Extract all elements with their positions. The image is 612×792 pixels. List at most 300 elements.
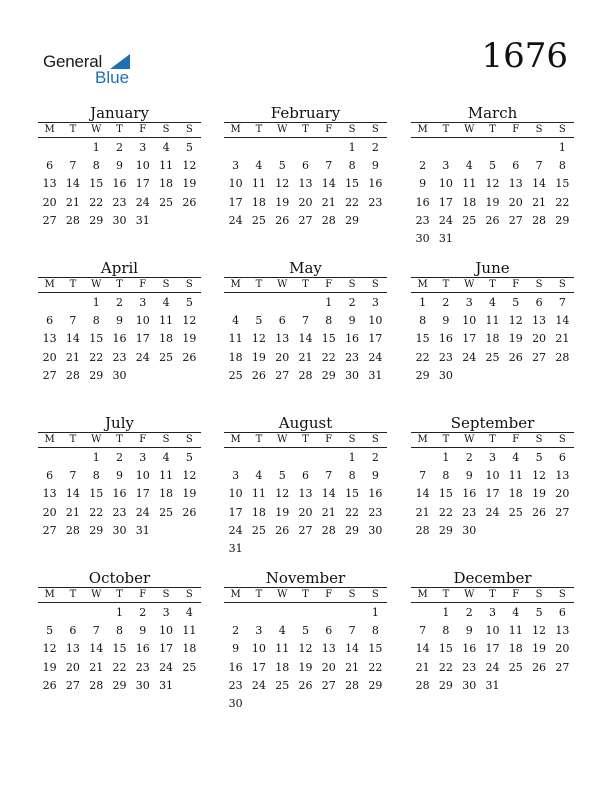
day-cell: 14 bbox=[65, 487, 80, 501]
weekday-label: S bbox=[371, 434, 379, 445]
weekday-header bbox=[411, 588, 574, 602]
day-cell: 20 bbox=[65, 660, 80, 674]
day-cell: 19 bbox=[298, 660, 313, 674]
week-row bbox=[224, 330, 387, 348]
day-cell bbox=[131, 367, 154, 385]
day-cell: 9 bbox=[371, 159, 379, 173]
week-row bbox=[224, 449, 387, 467]
day-cell: 24 bbox=[368, 350, 383, 364]
day-cell: 28 bbox=[532, 213, 547, 227]
day-cell: 15 bbox=[555, 177, 570, 191]
day-cell: 2 bbox=[139, 606, 147, 619]
day-cell: 10 bbox=[135, 159, 150, 173]
week-row bbox=[224, 175, 387, 193]
day-cell: 17 bbox=[462, 332, 477, 346]
day-cell: 20 bbox=[275, 350, 290, 364]
day-cell: 17 bbox=[251, 660, 266, 674]
day-cell: 1 bbox=[348, 141, 356, 154]
day-cell: 15 bbox=[438, 487, 453, 501]
weekday-label: W bbox=[91, 434, 102, 445]
day-cell: 27 bbox=[42, 213, 57, 227]
day-cell: 15 bbox=[345, 177, 360, 191]
weekday-label: T bbox=[302, 124, 309, 135]
day-cell bbox=[294, 139, 317, 157]
week-row bbox=[224, 349, 387, 367]
day-cell: 7 bbox=[348, 624, 356, 638]
day-cell: 25 bbox=[159, 505, 174, 519]
day-cell: 30 bbox=[345, 368, 360, 382]
day-cell: 24 bbox=[485, 505, 500, 519]
day-cell: 8 bbox=[558, 159, 566, 173]
day-cell: 22 bbox=[89, 505, 104, 519]
day-cell: 21 bbox=[321, 195, 336, 209]
day-cell: 11 bbox=[508, 624, 523, 638]
day-cell bbox=[178, 522, 201, 540]
week-row bbox=[38, 294, 201, 312]
day-cell: 17 bbox=[438, 195, 453, 209]
day-cell: 12 bbox=[182, 469, 197, 483]
day-cell: 5 bbox=[301, 624, 309, 638]
week-row bbox=[224, 604, 387, 622]
logo-word-general: General bbox=[43, 52, 103, 71]
day-cell: 2 bbox=[348, 296, 356, 309]
day-cell: 16 bbox=[112, 487, 127, 501]
day-cell: 27 bbox=[298, 523, 313, 537]
day-cell: 25 bbox=[228, 368, 243, 382]
day-cell: 19 bbox=[251, 350, 266, 364]
weekday-label: M bbox=[230, 589, 241, 600]
day-cell: 21 bbox=[298, 350, 313, 364]
weekday-label: W bbox=[464, 434, 475, 445]
day-cell: 19 bbox=[42, 660, 57, 674]
month-june bbox=[411, 260, 574, 385]
day-cell: 3 bbox=[465, 296, 473, 309]
day-cell: 11 bbox=[159, 469, 174, 483]
day-cell: 15 bbox=[112, 642, 127, 656]
day-cell: 8 bbox=[92, 469, 100, 483]
day-cell: 27 bbox=[42, 368, 57, 382]
weekday-header bbox=[224, 278, 387, 292]
month-name: May bbox=[289, 259, 322, 277]
day-cell: 23 bbox=[345, 350, 360, 364]
day-cell: 8 bbox=[115, 624, 123, 638]
day-cell: 9 bbox=[139, 624, 147, 638]
day-cell: 7 bbox=[535, 159, 543, 173]
day-cell: 20 bbox=[42, 195, 57, 209]
divider bbox=[411, 602, 574, 603]
day-cell: 12 bbox=[182, 159, 197, 173]
day-cell: 5 bbox=[278, 159, 286, 173]
day-cell: 22 bbox=[555, 195, 570, 209]
day-cell: 23 bbox=[438, 350, 453, 364]
day-cell: 2 bbox=[419, 159, 427, 173]
day-cell: 5 bbox=[185, 141, 193, 154]
day-cell: 6 bbox=[46, 159, 54, 173]
weekday-label: M bbox=[44, 434, 55, 445]
day-cell: 16 bbox=[368, 487, 383, 501]
day-cell: 24 bbox=[135, 505, 150, 519]
day-cell bbox=[527, 139, 550, 157]
weekday-label: S bbox=[558, 124, 566, 135]
week-row bbox=[411, 522, 574, 540]
day-cell: 23 bbox=[112, 505, 127, 519]
divider bbox=[38, 602, 201, 603]
day-cell bbox=[224, 294, 247, 312]
day-cell bbox=[294, 540, 317, 558]
day-cell: 19 bbox=[182, 177, 197, 191]
day-cell: 25 bbox=[485, 350, 500, 364]
weekday-label: T bbox=[255, 124, 263, 135]
day-cell: 1 bbox=[92, 141, 100, 154]
weekday-header bbox=[411, 433, 574, 447]
day-cell: 25 bbox=[508, 505, 523, 519]
weekday-label: T bbox=[69, 434, 77, 445]
weekday-label: W bbox=[91, 124, 102, 135]
day-cell: 2 bbox=[371, 451, 379, 464]
month-name: November bbox=[265, 569, 346, 587]
day-cell: 30 bbox=[228, 696, 243, 710]
day-cell: 28 bbox=[415, 523, 430, 537]
month-july bbox=[38, 415, 201, 540]
day-cell: 22 bbox=[112, 660, 127, 674]
day-cell: 4 bbox=[162, 141, 170, 154]
day-cell: 18 bbox=[159, 332, 174, 346]
day-cell bbox=[481, 230, 504, 248]
weekday-label: T bbox=[489, 124, 496, 135]
day-cell: 29 bbox=[438, 523, 453, 537]
day-cell bbox=[317, 449, 340, 467]
day-cell: 17 bbox=[485, 642, 500, 656]
day-cell: 3 bbox=[232, 159, 240, 173]
day-cell bbox=[38, 604, 61, 622]
day-cell: 28 bbox=[65, 213, 80, 227]
weekday-header bbox=[38, 433, 201, 447]
day-cell: 1 bbox=[92, 451, 100, 464]
day-cell: 1 bbox=[419, 296, 427, 309]
day-cell: 4 bbox=[488, 296, 496, 309]
weekday-label: S bbox=[371, 589, 379, 600]
day-cell bbox=[481, 367, 504, 385]
weekday-label: F bbox=[325, 279, 333, 290]
day-cell: 21 bbox=[415, 660, 430, 674]
day-cell bbox=[434, 139, 457, 157]
day-cell: 25 bbox=[182, 660, 197, 674]
day-cell: 4 bbox=[278, 624, 286, 638]
day-cell: 13 bbox=[555, 469, 570, 483]
day-cell bbox=[247, 695, 270, 713]
weekday-label: S bbox=[535, 124, 543, 135]
day-cell: 9 bbox=[465, 624, 473, 638]
weekday-label: M bbox=[44, 589, 55, 600]
month-name: January bbox=[90, 104, 149, 122]
day-cell: 5 bbox=[488, 159, 496, 173]
week-row bbox=[224, 294, 387, 312]
day-cell bbox=[527, 367, 550, 385]
day-cell: 6 bbox=[535, 296, 543, 309]
day-cell bbox=[85, 604, 108, 622]
day-cell: 24 bbox=[159, 660, 174, 674]
week-row bbox=[38, 640, 201, 658]
day-cell: 19 bbox=[532, 487, 547, 501]
weekday-header bbox=[224, 123, 387, 137]
weekday-header bbox=[38, 123, 201, 137]
day-cell: 12 bbox=[532, 624, 547, 638]
weekday-label: T bbox=[69, 589, 77, 600]
day-cell: 30 bbox=[438, 368, 453, 382]
weekday-label: S bbox=[371, 279, 379, 290]
day-cell bbox=[364, 212, 387, 230]
day-cell: 24 bbox=[135, 195, 150, 209]
day-cell bbox=[294, 294, 317, 312]
weekday-label: W bbox=[464, 589, 475, 600]
day-cell: 3 bbox=[488, 451, 496, 464]
day-cell: 24 bbox=[485, 660, 500, 674]
day-cell: 16 bbox=[345, 332, 360, 346]
day-cell: 2 bbox=[115, 296, 123, 309]
day-cell: 23 bbox=[112, 350, 127, 364]
day-cell: 23 bbox=[368, 505, 383, 519]
day-cell: 4 bbox=[162, 296, 170, 309]
day-cell: 2 bbox=[465, 606, 473, 619]
day-cell bbox=[178, 212, 201, 230]
day-cell: 15 bbox=[368, 642, 383, 656]
day-cell: 21 bbox=[345, 660, 360, 674]
day-cell: 7 bbox=[69, 469, 77, 483]
day-cell: 17 bbox=[159, 642, 174, 656]
day-cell: 27 bbox=[298, 213, 313, 227]
day-cell bbox=[247, 540, 270, 558]
day-cell: 26 bbox=[532, 505, 547, 519]
day-cell: 13 bbox=[508, 177, 523, 191]
day-cell: 24 bbox=[438, 213, 453, 227]
day-cell: 1 bbox=[371, 606, 379, 619]
day-cell: 20 bbox=[555, 642, 570, 656]
day-cell bbox=[271, 294, 294, 312]
week-row bbox=[411, 504, 574, 522]
day-cell: 15 bbox=[89, 487, 104, 501]
week-row bbox=[411, 467, 574, 485]
divider bbox=[38, 292, 201, 293]
day-cell: 18 bbox=[159, 487, 174, 501]
day-cell: 30 bbox=[462, 678, 477, 692]
day-cell bbox=[317, 139, 340, 157]
day-cell: 1 bbox=[92, 296, 100, 309]
day-cell: 15 bbox=[415, 332, 430, 346]
day-cell: 4 bbox=[255, 469, 263, 483]
day-cell: 22 bbox=[89, 195, 104, 209]
day-cell: 28 bbox=[65, 368, 80, 382]
week-row bbox=[411, 330, 574, 348]
weekday-header bbox=[411, 278, 574, 292]
day-cell: 22 bbox=[321, 350, 336, 364]
day-cell: 31 bbox=[485, 678, 500, 692]
day-cell: 1 bbox=[442, 606, 450, 619]
day-cell bbox=[154, 212, 177, 230]
day-cell bbox=[504, 367, 527, 385]
week-row bbox=[38, 622, 201, 640]
day-cell bbox=[154, 367, 177, 385]
weekday-label: T bbox=[116, 434, 123, 445]
day-cell: 29 bbox=[89, 213, 104, 227]
weekday-header bbox=[38, 588, 201, 602]
day-cell: 8 bbox=[325, 314, 333, 328]
day-cell bbox=[271, 139, 294, 157]
day-cell: 16 bbox=[135, 642, 150, 656]
day-cell: 9 bbox=[115, 469, 123, 483]
day-cell: 6 bbox=[278, 314, 286, 328]
day-cell bbox=[340, 695, 363, 713]
day-cell: 28 bbox=[415, 678, 430, 692]
day-cell: 20 bbox=[321, 660, 336, 674]
day-cell bbox=[294, 695, 317, 713]
weekday-label: M bbox=[230, 124, 241, 135]
day-cell: 16 bbox=[462, 642, 477, 656]
day-cell: 18 bbox=[251, 505, 266, 519]
day-cell: 22 bbox=[438, 660, 453, 674]
day-cell: 8 bbox=[92, 314, 100, 328]
week-row bbox=[411, 640, 574, 658]
day-cell: 27 bbox=[65, 678, 80, 692]
week-row bbox=[224, 540, 387, 558]
day-cell: 10 bbox=[135, 469, 150, 483]
day-cell: 7 bbox=[301, 314, 309, 328]
week-row bbox=[224, 677, 387, 695]
day-cell bbox=[224, 139, 247, 157]
day-cell: 1 bbox=[558, 141, 566, 154]
weekday-label: T bbox=[302, 279, 309, 290]
weekday-header bbox=[224, 588, 387, 602]
day-cell: 29 bbox=[345, 213, 360, 227]
day-cell: 3 bbox=[139, 451, 147, 464]
day-cell bbox=[224, 604, 247, 622]
day-cell: 6 bbox=[69, 624, 77, 638]
day-cell: 18 bbox=[462, 195, 477, 209]
day-cell bbox=[551, 677, 574, 695]
day-cell: 11 bbox=[159, 314, 174, 328]
weekday-label: T bbox=[302, 589, 309, 600]
week-row bbox=[38, 522, 201, 540]
day-cell: 14 bbox=[298, 332, 313, 346]
day-cell: 19 bbox=[485, 195, 500, 209]
day-cell: 11 bbox=[485, 314, 500, 328]
week-row bbox=[411, 659, 574, 677]
weekday-label: S bbox=[185, 124, 193, 135]
day-cell bbox=[364, 540, 387, 558]
day-cell: 12 bbox=[251, 332, 266, 346]
day-cell: 21 bbox=[89, 660, 104, 674]
day-cell bbox=[340, 540, 363, 558]
day-cell: 29 bbox=[368, 678, 383, 692]
day-cell: 16 bbox=[228, 660, 243, 674]
day-cell: 19 bbox=[275, 505, 290, 519]
day-cell: 29 bbox=[89, 368, 104, 382]
weekday-label: S bbox=[162, 589, 170, 600]
day-cell: 28 bbox=[555, 350, 570, 364]
day-cell: 12 bbox=[532, 469, 547, 483]
day-cell: 2 bbox=[232, 624, 240, 638]
day-cell: 13 bbox=[42, 177, 57, 191]
day-cell: 12 bbox=[275, 177, 290, 191]
week-row bbox=[411, 312, 574, 330]
day-cell: 4 bbox=[162, 451, 170, 464]
month-name: April bbox=[100, 259, 139, 277]
week-row bbox=[411, 485, 574, 503]
divider bbox=[411, 292, 574, 293]
day-cell: 30 bbox=[415, 231, 430, 245]
week-row bbox=[38, 449, 201, 467]
day-cell bbox=[154, 522, 177, 540]
day-cell: 10 bbox=[462, 314, 477, 328]
day-cell: 29 bbox=[555, 213, 570, 227]
day-cell: 18 bbox=[228, 350, 243, 364]
day-cell: 21 bbox=[65, 505, 80, 519]
day-cell: 23 bbox=[462, 505, 477, 519]
week-row bbox=[38, 677, 201, 695]
week-row bbox=[38, 312, 201, 330]
day-cell: 15 bbox=[89, 177, 104, 191]
divider bbox=[38, 137, 201, 138]
day-cell: 6 bbox=[301, 159, 309, 173]
day-cell: 10 bbox=[159, 624, 174, 638]
weekday-label: S bbox=[185, 434, 193, 445]
week-row bbox=[38, 157, 201, 175]
day-cell: 11 bbox=[462, 177, 477, 191]
day-cell: 24 bbox=[135, 350, 150, 364]
day-cell: 30 bbox=[368, 523, 383, 537]
day-cell: 23 bbox=[462, 660, 477, 674]
day-cell: 23 bbox=[112, 195, 127, 209]
day-cell: 18 bbox=[508, 642, 523, 656]
week-row bbox=[224, 622, 387, 640]
weekday-label: S bbox=[162, 434, 170, 445]
day-cell: 29 bbox=[89, 523, 104, 537]
logo-triangle-icon bbox=[110, 54, 130, 69]
weekday-label: T bbox=[442, 589, 450, 600]
month-may bbox=[224, 260, 387, 385]
month-name: December bbox=[453, 569, 532, 587]
day-cell: 7 bbox=[558, 296, 566, 309]
weekday-label: T bbox=[442, 124, 450, 135]
weekday-label: S bbox=[162, 279, 170, 290]
day-cell: 20 bbox=[508, 195, 523, 209]
weekday-label: T bbox=[255, 279, 263, 290]
month-name: July bbox=[105, 414, 134, 432]
day-cell: 26 bbox=[298, 678, 313, 692]
day-cell bbox=[340, 604, 363, 622]
weekday-label: S bbox=[348, 589, 356, 600]
weekday-label: F bbox=[139, 279, 147, 290]
day-cell: 14 bbox=[89, 642, 104, 656]
day-cell: 20 bbox=[42, 350, 57, 364]
weekday-label: M bbox=[44, 279, 55, 290]
weekday-label: W bbox=[277, 589, 288, 600]
month-march bbox=[411, 105, 574, 248]
day-cell bbox=[504, 677, 527, 695]
weekday-label: W bbox=[91, 279, 102, 290]
month-august bbox=[224, 415, 387, 558]
day-cell: 25 bbox=[251, 213, 266, 227]
day-cell: 9 bbox=[419, 177, 427, 191]
divider bbox=[224, 137, 387, 138]
day-cell: 11 bbox=[251, 177, 266, 191]
week-row bbox=[411, 622, 574, 640]
weekday-label: M bbox=[417, 589, 428, 600]
day-cell bbox=[458, 139, 481, 157]
weekday-label: T bbox=[489, 589, 496, 600]
weekday-label: S bbox=[371, 124, 379, 135]
day-cell: 14 bbox=[345, 642, 360, 656]
weekday-label: S bbox=[535, 279, 543, 290]
